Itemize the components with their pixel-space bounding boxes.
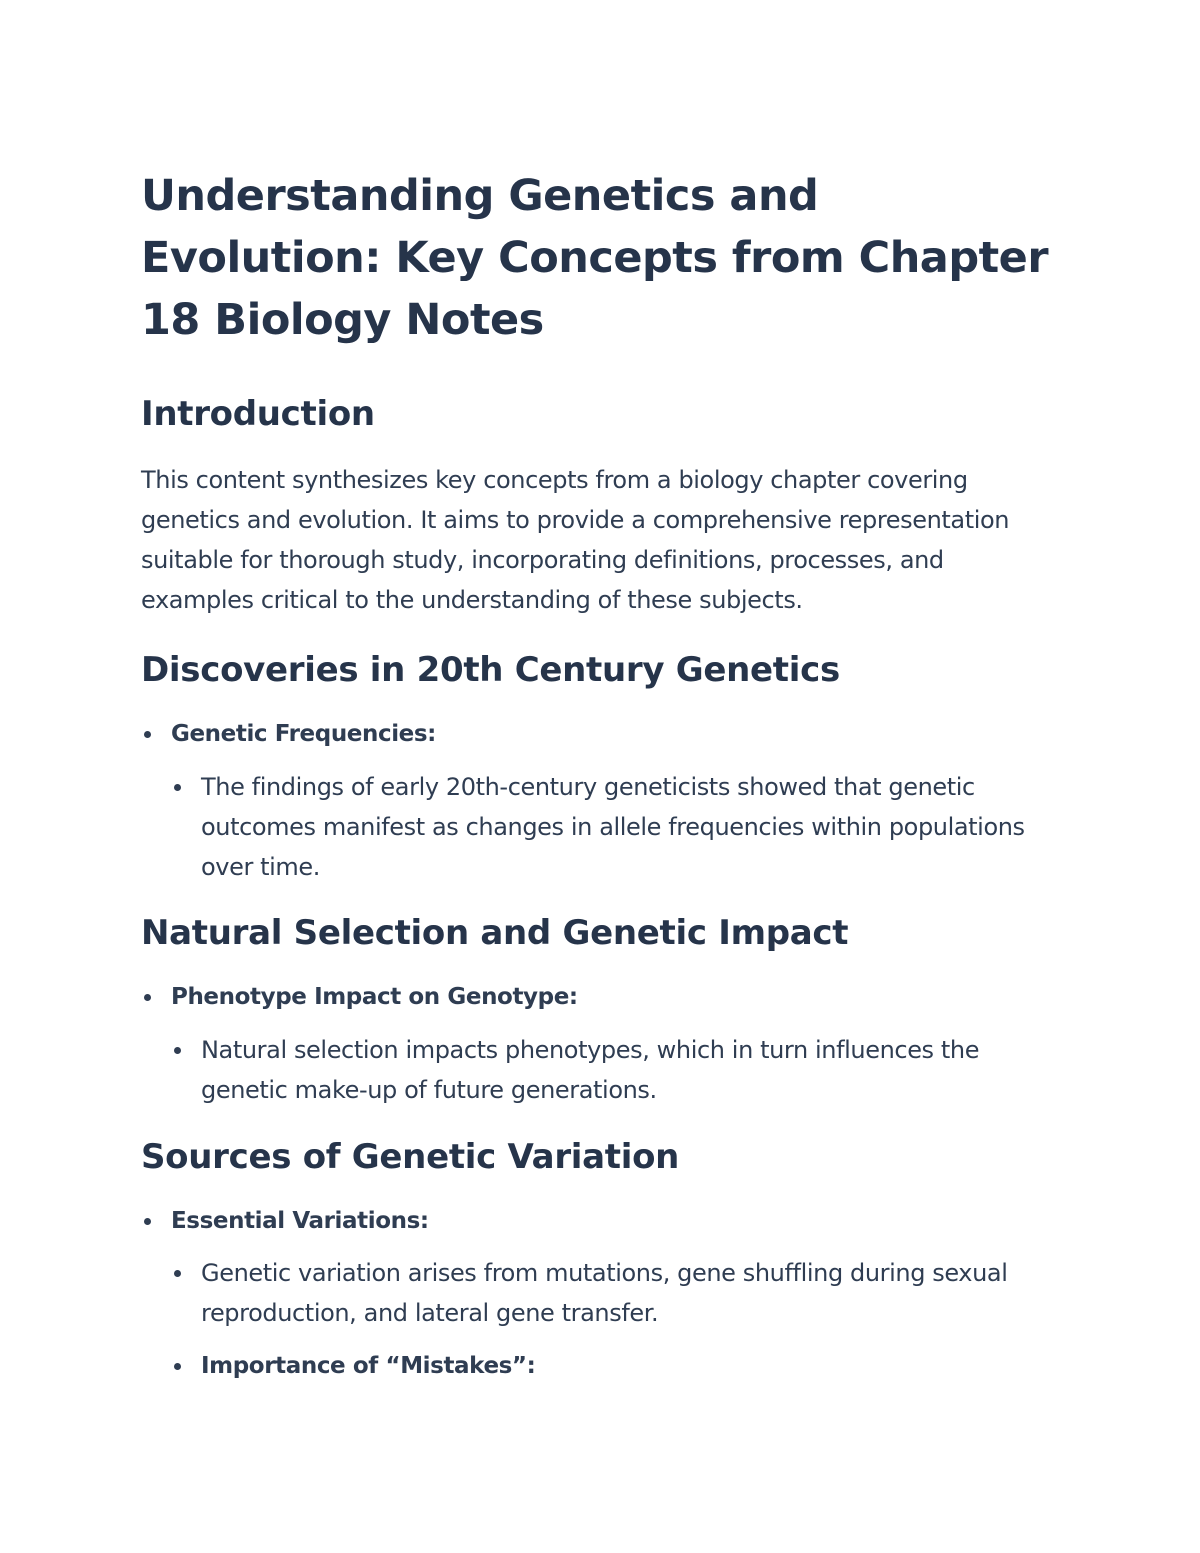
list-item-text: The findings of early 20th-century geneticists showed that genetic outcomes manifest as changes in allele frequencies within populations over time. <box>201 773 1025 881</box>
list-item-text: Genetic variation arises from mutations, gene shuffling during sexual reproduction, and lateral gene transfer. <box>201 1259 1008 1327</box>
list-item <box>141 714 1060 754</box>
natural-selection-list <box>141 977 1060 1110</box>
list-item-text: Natural selection impacts phenotypes, which in turn influences the genetic make-up of future generations. <box>201 1036 980 1104</box>
list-item <box>141 1253 1060 1333</box>
list-item <box>141 767 1060 887</box>
list-item-label: Genetic Frequencies: <box>171 721 436 747</box>
bullet-icon <box>174 1363 181 1370</box>
list-item <box>141 1201 1060 1241</box>
section-heading-discoveries: Discoveries in 20th Century Genetics <box>141 650 840 690</box>
list-item <box>141 1030 1060 1110</box>
bullet-icon <box>144 1218 151 1225</box>
list-item-label: Phenotype Impact on Genotype: <box>171 984 578 1010</box>
bullet-icon <box>174 1047 181 1054</box>
document-title: Understanding Genetics and Evolution: Key Concepts from Chapter 18 Biology Notes <box>141 171 1049 345</box>
list-item <box>141 1346 1060 1386</box>
bullet-icon <box>174 784 181 791</box>
variation-list <box>141 1201 1060 1386</box>
section-heading-variation: Sources of Genetic Variation <box>141 1137 680 1177</box>
bullet-icon <box>174 1270 181 1277</box>
section-heading-natural-selection: Natural Selection and Genetic Impact <box>141 913 849 953</box>
list-item-label: Importance of “Mistakes”: <box>201 1353 536 1379</box>
list-item <box>141 977 1060 1017</box>
section-heading-introduction: Introduction <box>141 394 375 434</box>
bullet-icon <box>144 994 151 1001</box>
list-item-label: Essential Variations: <box>171 1208 429 1234</box>
discoveries-list <box>141 714 1060 887</box>
introduction-paragraph: This content synthesizes key concepts from a biology chapter covering genetics and evolution. It aims to provide a comprehensive representation suitable for thorough study, incorporating definitions, processes, and examples critical to the understanding of these subjects. <box>141 466 1010 614</box>
bullet-icon <box>144 731 151 738</box>
